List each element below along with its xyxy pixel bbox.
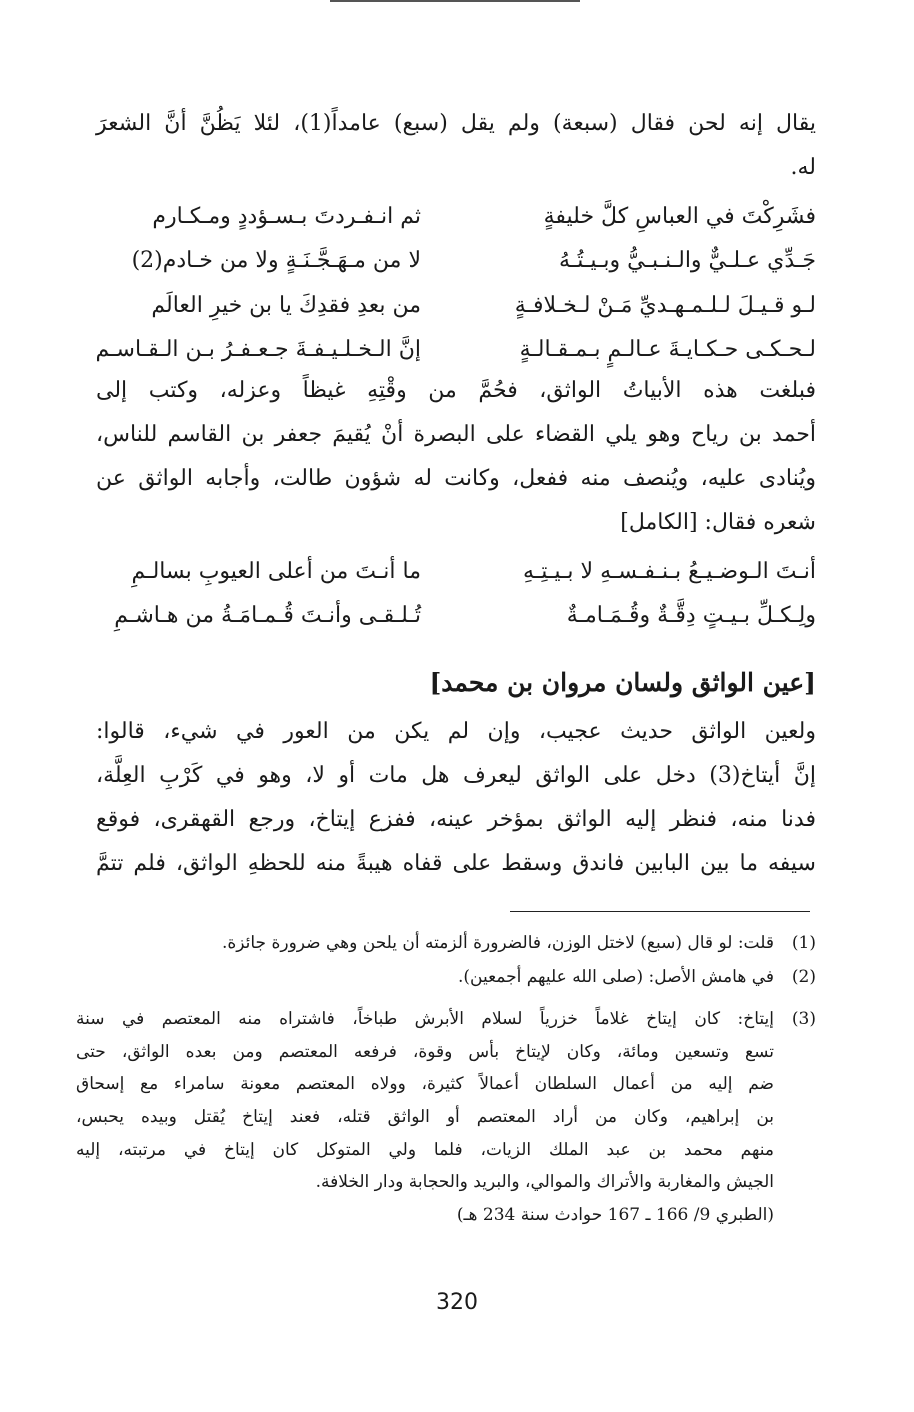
verse-row xyxy=(76,196,816,238)
verse-second-hemistich: إنَّ الـخـلـيـفـةَ جـعـفـرُ بـن الـقـاسـم xyxy=(95,337,421,362)
body-line: يقال إنه لحن فقال (سبعة) ولم يقل (سبع) عامداً(1)، لئلا يَظُنَّ أنَّ الشعرَ xyxy=(96,111,816,136)
verse-row xyxy=(76,285,816,327)
body-line: فبلغت هذه الأبياتُ الواثق، فحُمَّ من وقْتِهِ غيظاً وعزله، وكتب إلى xyxy=(96,378,816,403)
body-line: سيفه ما بين البابين فاندق وسقط على قفاه هيبةً منه للحظهِ الواثق، فلم تتمَّ xyxy=(96,851,816,876)
body-line: شعره فقال: [الكامل] xyxy=(620,510,816,535)
verse-row xyxy=(76,329,816,371)
footnote-text: في هامش الأصل: (صلى الله عليهم أجمعين). xyxy=(457,967,774,987)
verse-first-hemistich: جَـدِّي عـلـيٌّ والـنـبـيُّ وبـيـتُـهُ xyxy=(559,248,816,273)
footnote-text: منهم محمد بن عبد الملك الزيات، فلما ولي المتوكل كان إيتاخ في مرتبته، إليه xyxy=(76,1140,774,1160)
verse-first-hemistich: لـحـكـى حـكـايـةَ عـالـمٍ بـمـقـالـةٍ xyxy=(519,337,816,362)
body-line: له. xyxy=(790,155,816,180)
footnote-text: إيتاخ: كان إيتاخ غلاماً خزرياً لسلام الأبرش طباخاً، فاشتراه منه المعتصم في سنة xyxy=(76,1009,774,1029)
section-heading: [عين الواثق ولسان مروان بن محمد] xyxy=(429,668,816,697)
verse-first-hemistich: ولِـكـلِّ بـيـتٍ دِقَّـةٌ وقُـمَـامـةٌ xyxy=(566,603,816,628)
verse-second-hemistich: ثم انـفـردتَ بـسـؤددٍ ومـكـارم xyxy=(152,204,421,229)
footnote-separator xyxy=(510,911,810,912)
verse-second-hemistich: من بعدِ فقدِكَ يا بن خيرِ العالَم xyxy=(151,293,421,318)
body-line: ويُنادى عليه، ويُنصف منه ففعل، وكانت له شؤون طالت، وأجابه الواثق عن xyxy=(96,466,816,491)
verse-first-hemistich: فشَرِكْتَ في العباسِ كلَّ خليفةٍ xyxy=(543,204,816,229)
body-line: ولعين الواثق حديث عجيب، وإن لم يكن من العور في شيء، قالوا: xyxy=(96,719,816,744)
footnote-number: (2) xyxy=(791,967,816,987)
verse-first-hemistich: لـو قـيـلَ لـلـمـهـديِّ مَـنْ لـخـلافـةٍ xyxy=(514,293,816,318)
verse-row xyxy=(76,240,816,282)
page-number: 320 xyxy=(436,1290,478,1315)
body-line: فدنا منه، فنظر إليه الواثق بمؤخر عينه، ففزع إيتاخ، ورجع القهقرى، فوقع xyxy=(96,807,816,832)
footnote-text: تسع وتسعين ومائة، وكان لإيتاخ بأس وقوة، فرفعه المعتصم ومن بعده الواثق، حتى xyxy=(76,1042,774,1062)
verse-first-hemistich: أنـتَ الـوضـيـعُ بـنـفـسـهِ لا بـيـتِـهِ xyxy=(523,559,816,584)
verse-second-hemistich: تُـلـقـى وأنـتَ قُـمـامَـةُ من هـاشـمِ xyxy=(114,603,421,628)
footnote-number: (3) xyxy=(791,1009,816,1029)
footnote-text: قلت: لو قال (سبع) لاختل الوزن، فالضرورة ألزمته أن يلحن وهي ضرورة جائزة. xyxy=(221,933,774,953)
footnote-text: الجيش والمغاربة والأتراك والموالي، والبريد والحجابة ودار الخلافة. xyxy=(315,1172,774,1192)
footnote-text: بن إبراهيم، وكان من أراد المعتصم أو الواثق قتله، فعند إيتاخ يُقتل وبيده يحبس، xyxy=(76,1107,774,1127)
verse-second-hemistich: ما أنـتَ من أعلى العيوبِ بسالـمِ xyxy=(131,559,421,584)
footnote-text: ضم إليه من أعمال السلطان أعمالاً كثيرة، وولاه المعتصم معونة سامراء مع إسحاق xyxy=(76,1074,774,1094)
body-line: إنَّ أيتاخ(3) دخل على الواثق ليعرف هل مات أو لا، وهو في كَرْبِ العِلَّة، xyxy=(96,763,816,788)
verse-row xyxy=(76,595,816,637)
verse-row xyxy=(76,551,816,593)
footnote-citation: (الطبري 9/ 166 ـ 167 حوادث سنة 234 هـ) xyxy=(456,1205,774,1225)
verse-second-hemistich: لا من مـهَـجَّـنَـةٍ ولا من خـادم(2) xyxy=(131,248,421,273)
body-line: أحمد بن رياح وهو يلي القضاء على البصرة أنْ يُقيمَ جعفر بن القاسم للناس، xyxy=(96,422,816,447)
footnote-number: (1) xyxy=(791,933,816,953)
